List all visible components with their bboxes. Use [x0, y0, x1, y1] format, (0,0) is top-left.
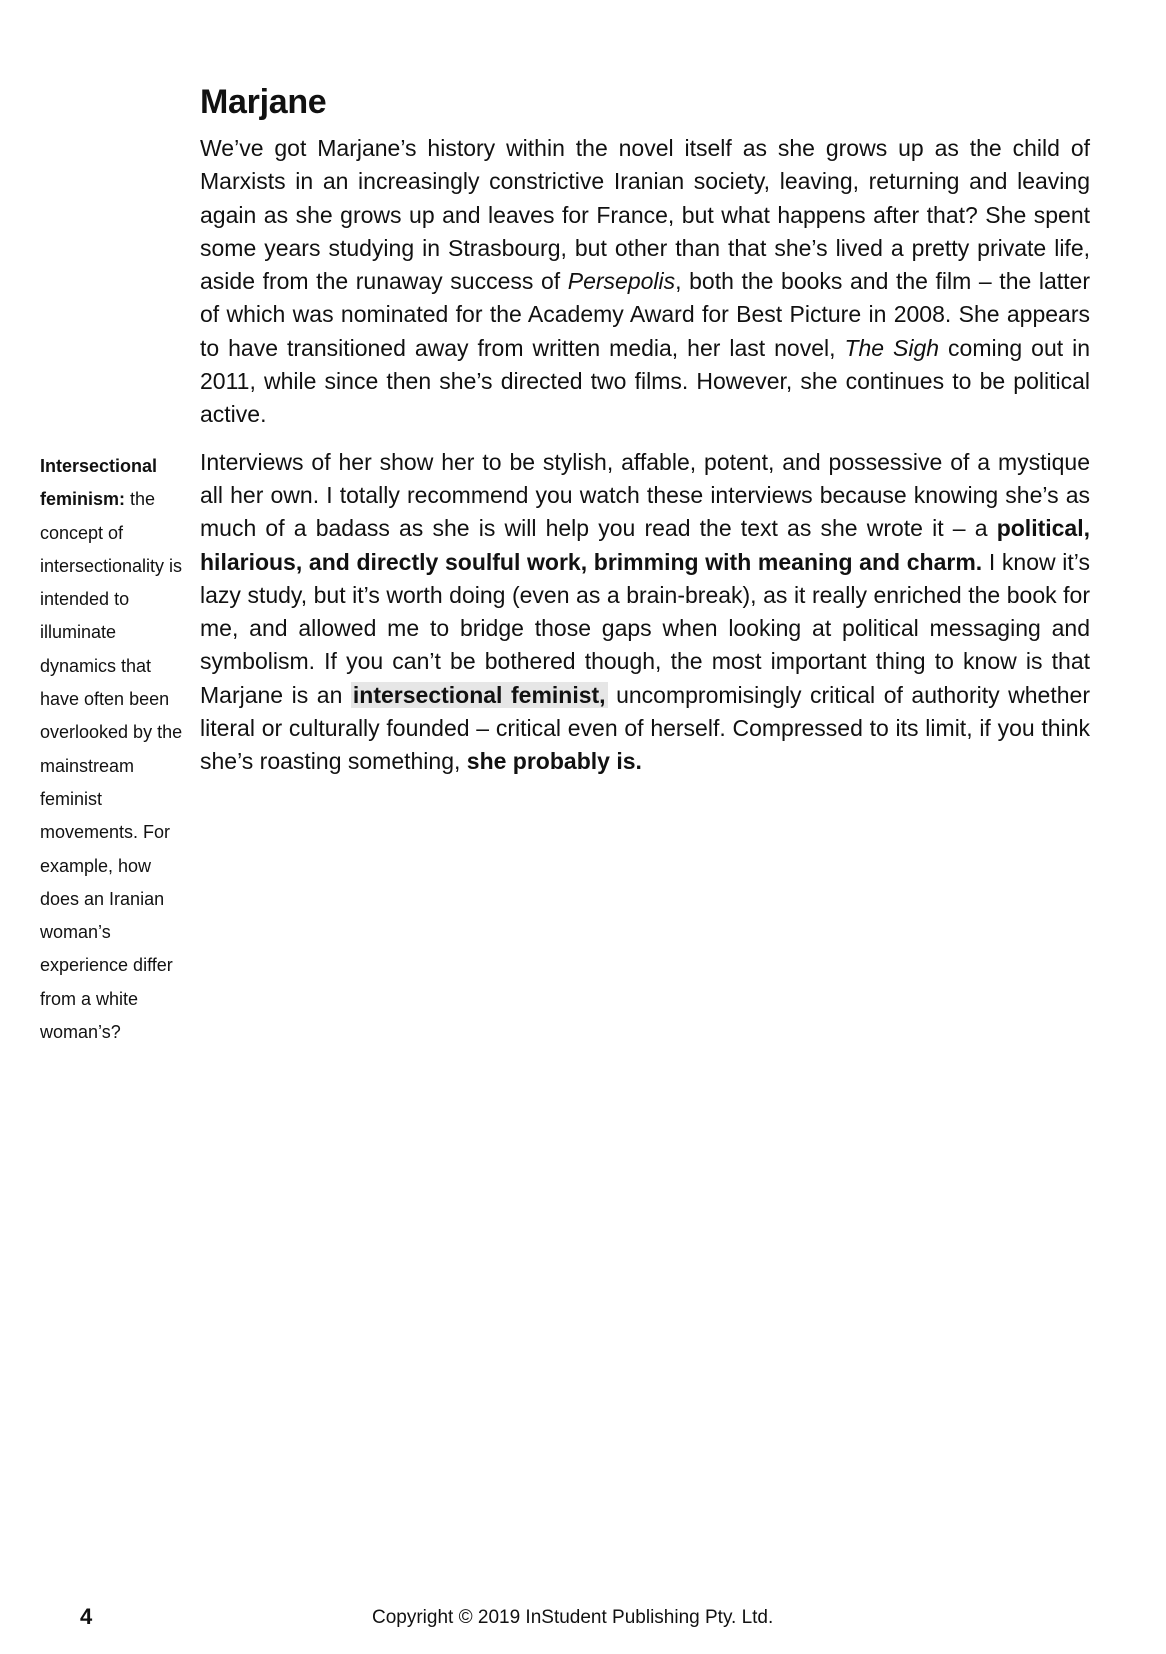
section-heading: Marjane	[200, 83, 327, 121]
para2-text-1: Interviews of her show her to be stylish, affable, potent, and possessive of a mystique all her own. I totally recommend you watch these interviews because knowing she’s as much of a badass as she is will help you read the text as she wrote it – a	[200, 448, 1090, 542]
para1-text-1: We’ve got Marjane’s history within the novel itself as she grows up as the child of Marxists in an increasingly constrictive Iranian society, leaving, returning and leaving again as she grows up and leaves for France, but what happens after that? She spent some years studying in Strasbourg, but other than that she’s lived a pretty private life, aside from the runaway success of	[200, 135, 1090, 295]
para1-text-3: coming out in 2011, while since then she’s directed two films. However, she continues to be political active.	[200, 334, 1090, 428]
main-column	[200, 80, 1090, 779]
glossary-term: Intersectional feminism:	[40, 456, 158, 510]
para2-text-2: I know it’s lazy study, but it’s worth doing (even as a brain-break), as it really enriched the book for me, and allowed me to bridge those gaps when looking at political messaging and symbolism. If you can’t be bothered though, the most important thing to know is that Marjane is an	[200, 548, 1090, 708]
para1-italic-persepolis: Persepolis	[567, 268, 676, 295]
para2-bold-quote: political, hilarious, and directly soulful work, brimming with meaning and charm.	[200, 515, 1090, 575]
para1-italic-the-sigh: The Sigh	[844, 334, 940, 361]
glossary-definition: the concept of intersectionality is intended to illuminate dynamics that have often been overlooked by the mainstream feminist movements. For example, how does an Iranian woman’s experience differ from a white woman’s?	[40, 489, 183, 1043]
paragraph-interviews	[200, 446, 1090, 779]
page-number: 4	[80, 1604, 93, 1629]
copyright-notice: Copyright © 2019 InStudent Publishing Pty. Ltd.	[372, 1607, 774, 1628]
paragraph-history	[200, 132, 1090, 432]
highlighted-term-intersectional-feminist: intersectional feminist,	[352, 681, 606, 708]
para2-text-3: uncompromisingly critical of authority whether literal or culturally founded – critical even of herself. Compressed to its limit, if you think she’s roasting something,	[200, 681, 1090, 775]
para2-bold-conclusion: she probably is.	[466, 748, 642, 775]
glossary-sidebar-note	[40, 450, 190, 1049]
para1-text-2: , both the books and the film – the latter of which was nominated for the Academy Award for Best Picture in 2008. She appears to have transitioned away from written media, her last novel,	[200, 268, 1090, 361]
